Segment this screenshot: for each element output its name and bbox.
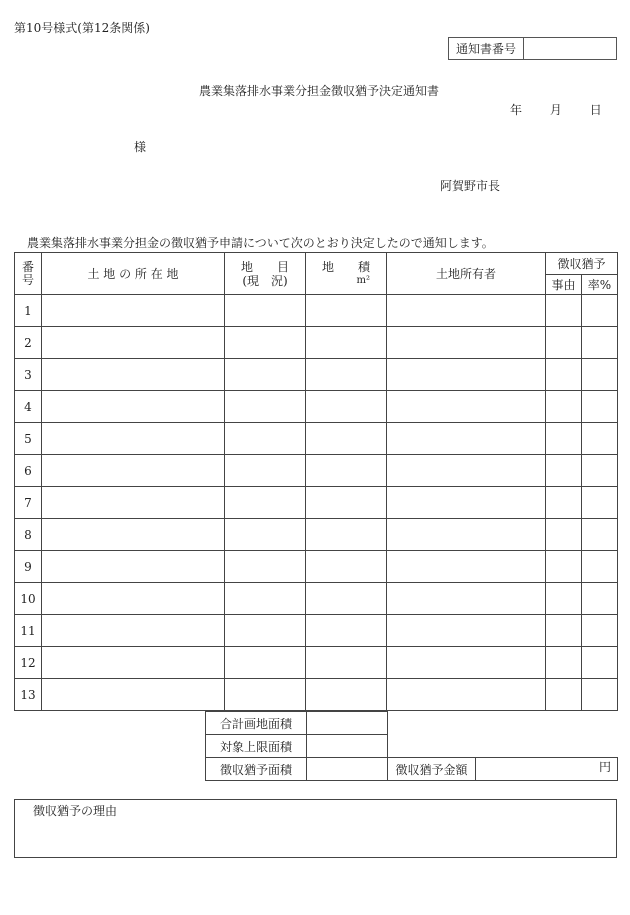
row-number: 6 [15,455,42,487]
date-year: 年 [510,103,523,117]
area-summary [205,711,388,781]
document-title: 農業集落排水事業分担金徴収猶予決定通知書 [199,84,440,98]
header-deferral: 徴収猶予 [546,253,618,275]
owner-cell[interactable] [387,647,546,679]
rate-cell[interactable] [582,519,618,551]
table-row [15,583,618,615]
deferral-amount-label: 徴収猶予金額 [388,758,476,781]
owner-cell[interactable] [387,327,546,359]
total-plan-area-value[interactable] [307,712,388,735]
notice-number-field[interactable] [524,38,616,59]
owner-cell[interactable] [387,615,546,647]
area-cell[interactable] [306,455,387,487]
row-number: 2 [15,327,42,359]
reason-cell[interactable] [546,487,582,519]
area-cell[interactable] [306,615,387,647]
area-cell[interactable] [306,391,387,423]
table-row [15,295,618,327]
yen-unit: 円 [598,760,611,774]
reason-cell[interactable] [546,679,582,711]
table-row [15,519,618,551]
table-row [15,391,618,423]
addressee-suffix: 様 [134,140,147,154]
location-cell[interactable] [42,391,225,423]
rate-cell[interactable] [582,295,618,327]
header-owner: 土地所有者 [387,253,546,295]
reason-cell[interactable] [546,615,582,647]
issuer: 阿賀野市長 [440,179,501,193]
location-cell[interactable] [42,583,225,615]
date-month: 月 [549,103,562,117]
header-reason: 事由 [546,275,582,295]
owner-cell[interactable] [387,455,546,487]
reason-cell[interactable] [546,455,582,487]
reason-cell[interactable] [546,583,582,615]
land-category-cell[interactable] [225,423,306,455]
rate-cell[interactable] [582,583,618,615]
land-category-cell[interactable] [225,487,306,519]
location-cell[interactable] [42,679,225,711]
rate-cell[interactable] [582,647,618,679]
area-cell[interactable] [306,487,387,519]
row-number: 4 [15,391,42,423]
area-cell[interactable] [306,359,387,391]
table-row [15,359,618,391]
row-number: 11 [15,615,42,647]
owner-cell[interactable] [387,551,546,583]
location-cell[interactable] [42,455,225,487]
reason-cell[interactable] [546,519,582,551]
row-number: 10 [15,583,42,615]
notice-number-label: 通知書番号 [449,38,524,59]
owner-cell[interactable] [387,423,546,455]
reason-cell[interactable] [546,647,582,679]
table-row [15,615,618,647]
table-row [15,647,618,679]
row-number: 7 [15,487,42,519]
land-category-cell[interactable] [225,455,306,487]
row-number: 13 [15,679,42,711]
land-category-cell[interactable] [225,615,306,647]
location-cell[interactable] [42,295,225,327]
reason-cell[interactable] [546,423,582,455]
owner-cell[interactable] [387,487,546,519]
land-category-cell[interactable] [225,551,306,583]
form-number: 第10号様式(第12条関係) [14,21,150,35]
header-location: 土 地 の 所 在 地 [42,253,225,295]
location-cell[interactable] [42,519,225,551]
table-row [15,487,618,519]
location-cell[interactable] [42,423,225,455]
area-cell[interactable] [306,647,387,679]
rate-cell[interactable] [582,487,618,519]
location-cell[interactable] [42,551,225,583]
row-number: 3 [15,359,42,391]
owner-cell[interactable] [387,519,546,551]
rate-cell[interactable] [582,423,618,455]
target-upper-limit-area-value[interactable] [307,735,388,758]
table-row [15,679,618,711]
total-plan-area-label: 合計画地面積 [206,712,307,735]
rate-cell[interactable] [582,551,618,583]
rate-cell[interactable] [582,679,618,711]
land-category-cell[interactable] [225,519,306,551]
location-cell[interactable] [42,647,225,679]
rate-cell[interactable] [582,359,618,391]
body-text: 農業集落排水事業分担金の徴収猶予申請について次のとおり決定したので通知します。 [27,236,494,250]
rate-cell[interactable] [582,391,618,423]
land-category-cell[interactable] [225,391,306,423]
row-number: 9 [15,551,42,583]
rate-cell[interactable] [582,327,618,359]
date-day: 日 [589,103,602,117]
reason-cell[interactable] [546,391,582,423]
rate-cell[interactable] [582,615,618,647]
table-row [15,327,618,359]
row-number: 8 [15,519,42,551]
deferral-reason-box[interactable] [14,799,617,858]
header-rate: 率% [582,275,618,295]
area-cell[interactable] [306,295,387,327]
owner-cell[interactable] [387,391,546,423]
row-number: 1 [15,295,42,327]
table-row [15,455,618,487]
header-number: 番 号 [15,253,42,295]
owner-cell[interactable] [387,295,546,327]
header-area: 地 積 m² [306,253,387,295]
owner-cell[interactable] [387,359,546,391]
land-category-cell[interactable] [225,583,306,615]
land-category-cell[interactable] [225,647,306,679]
row-number: 5 [15,423,42,455]
deferral-area-label: 徴収猶予面積 [206,758,307,781]
land-category-cell[interactable] [225,679,306,711]
area-cell[interactable] [306,551,387,583]
land-category-cell[interactable] [225,327,306,359]
location-cell[interactable] [42,327,225,359]
reason-cell[interactable] [546,295,582,327]
reason-cell[interactable] [546,327,582,359]
owner-cell[interactable] [387,583,546,615]
reason-cell[interactable] [546,359,582,391]
land-category-cell[interactable] [225,295,306,327]
deferral-amount-value[interactable] [476,758,618,781]
table-row [15,423,618,455]
reason-cell[interactable] [546,551,582,583]
area-cell[interactable] [306,327,387,359]
target-upper-limit-area-label: 対象上限面積 [206,735,307,758]
area-cell[interactable] [306,583,387,615]
notice-number-box [448,37,617,60]
table-row [15,551,618,583]
area-cell[interactable] [306,423,387,455]
owner-cell[interactable] [387,679,546,711]
location-cell[interactable] [42,359,225,391]
date-line [510,101,602,118]
header-land-category: 地 目 (現 況) [225,253,306,295]
row-number: 12 [15,647,42,679]
area-cell[interactable] [306,519,387,551]
rate-cell[interactable] [582,455,618,487]
area-cell[interactable] [306,679,387,711]
deferral-reason-label: 徴収猶予の理由 [33,804,118,818]
location-cell[interactable] [42,615,225,647]
land-category-cell[interactable] [225,359,306,391]
deferral-area-value[interactable] [307,758,388,781]
land-table [14,252,618,711]
location-cell[interactable] [42,487,225,519]
amount-summary [387,757,618,781]
